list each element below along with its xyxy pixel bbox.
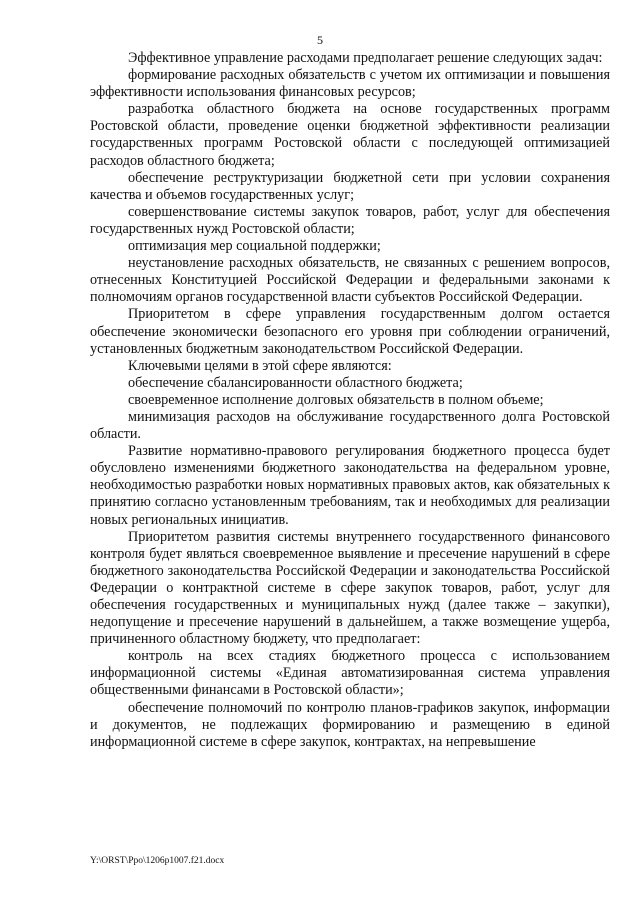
paragraph: неустановление расходных обязательств, не связанных с решением вопросов, отнесенных Конституцией Российской Федерации и федеральными законами к полномочиям органов государственной власти субъектов Российской Федерации.: [90, 255, 610, 306]
paragraph: контроль на всех стадиях бюджетного процесса с использованием информационной системы «Единая автоматизированная система управления общественными финансами в Ростовской области»;: [90, 648, 610, 699]
paragraph: Эффективное управление расходами предполагает решение следующих задач:: [128, 50, 603, 66]
document-body: [90, 50, 610, 751]
paragraph: Развитие нормативно-правового регулирования бюджетного процесса будет обусловлено изменениями бюджетного законодательства на федеральном уровне, необходимостью разработки новых нормативных правовых актов, как обязательных к принятию согласно установленным требованиям, так и необходимых для реализации новых региональных инициатив.: [90, 443, 610, 528]
paragraph: Приоритетом в сфере управления государственным долгом остается обеспечение экономически безопасного его уровня при соблюдении ограничений, установленных бюджетным законодательством Российской Федерации.: [90, 306, 610, 357]
paragraph: обеспечение сбалансированности областного бюджета;: [128, 374, 463, 391]
paragraph: разработка областного бюджета на основе государственных программ Ростовской области, проведение оценки бюджетной эффективности реализации государственных программ Ростовской области с последующей оптимизацией расходов областного бюджета;: [90, 101, 610, 169]
paragraph: обеспечение реструктуризации бюджетной сети при условии сохранения качества и объемов государственных услуг;: [90, 169, 610, 203]
paragraph: совершенствование системы закупок товаров, работ, услуг для обеспечения государственных нужд Ростовской области;: [90, 203, 610, 237]
paragraph: оптимизация мер социальной поддержки;: [128, 238, 381, 255]
paragraph: своевременное исполнение долговых обязательств в полном объеме;: [128, 391, 544, 408]
paragraph: формирование расходных обязательств с учетом их оптимизации и повышения эффективности использования финансовых ресурсов;: [90, 67, 610, 101]
paragraph: минимизация расходов на обслуживание государственного долга Ростовской области.: [90, 408, 610, 443]
paragraph: Ключевыми целями в этой сфере являются:: [128, 357, 392, 374]
paragraph: Приоритетом развития системы внутреннего государственного финансового контроля будет являться своевременное выявление и пресечение нарушений в сфере бюджетного законодательства Российской Федерации и законодательства Российской Федерации о контрактной системе в сфере закупок товаров, работ, услуг для обеспечения государственных и муниципальных нужд (далее также – закупки), недопущение и пресечение нарушений в дальнейшем, а также возмещение ущерба, причиненного областному бюджету, что предполагает:: [90, 528, 610, 648]
file-path-footer: Y:\ORST\Ppo\1206p1007.f21.docx: [90, 856, 225, 866]
page-number: 5: [317, 33, 323, 47]
paragraph: обеспечение полномочий по контролю планов-графиков закупок, информации и документов, не подлежащих формированию и размещению в единой информационной системе в сфере закупок, контрактах, на непревышение: [90, 699, 610, 750]
